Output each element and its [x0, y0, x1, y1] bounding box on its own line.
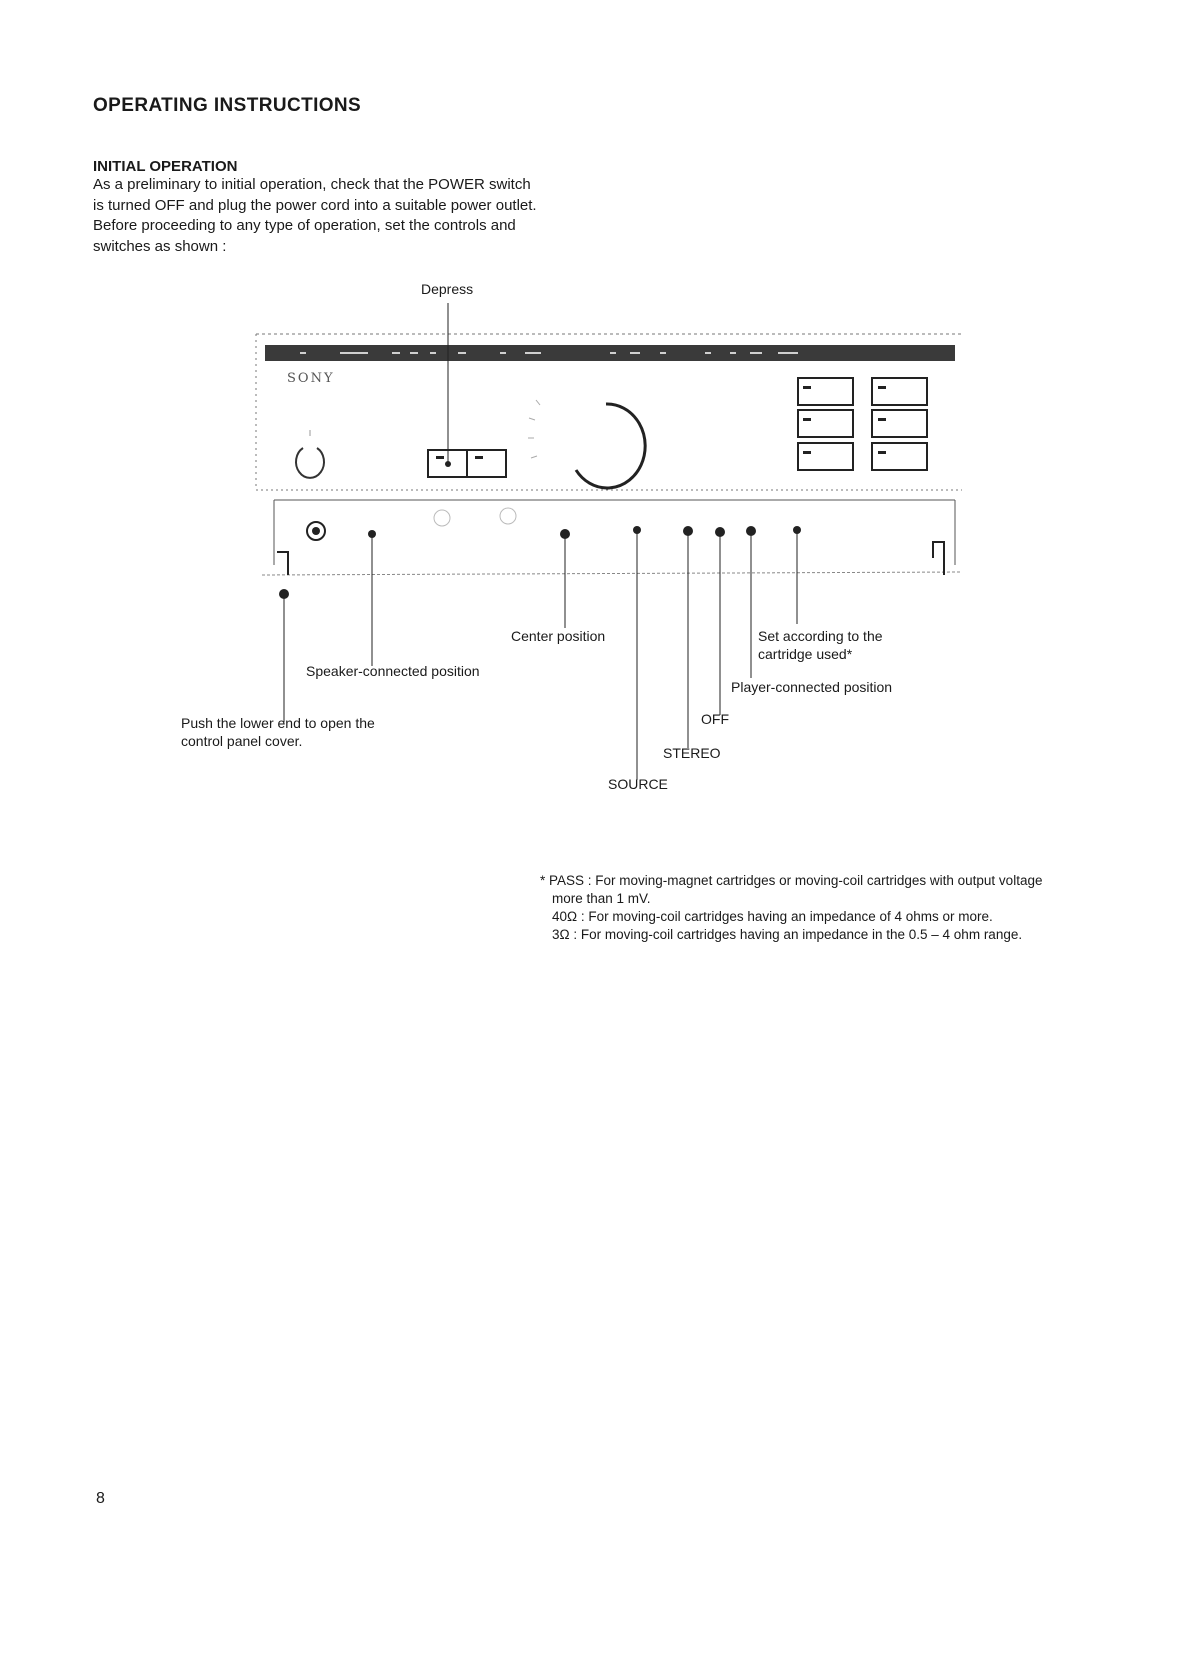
label-set-cartridge: Set according to the cartridge used*: [758, 628, 883, 662]
label-source: SOURCE: [608, 776, 668, 792]
label-push-lower-end: Push the lower end to open the control panel cover.: [181, 715, 375, 749]
sony-logo: SONY: [287, 371, 335, 386]
callout-dots: [279, 526, 801, 599]
attenuator-knob: [576, 404, 645, 488]
selector-buttons: [798, 378, 927, 470]
label-player-connected: Player-connected position: [731, 679, 893, 695]
cartridge-footnote: [540, 872, 1140, 944]
footnote-40ohm: 40Ω : For moving-coil cartridges having an impedance of 4 ohms or more.: [552, 909, 993, 924]
page-number: 8: [96, 1490, 105, 1507]
leader-lines: [284, 303, 797, 780]
intro-line: is turned OFF and plug the power cord into a suitable power outlet.: [93, 196, 537, 214]
footnote-pass-cont: more than 1 mV.: [552, 891, 651, 906]
intro-line: As a preliminary to initial operation, check that the POWER switch: [93, 176, 531, 193]
section-title: INITIAL OPERATION: [93, 158, 238, 175]
label-depress: Depress: [421, 281, 474, 297]
label-center-position: Center position: [511, 628, 606, 644]
intro-line: Before proceeding to any type of operation, set the controls and: [93, 217, 516, 234]
footnote-3ohm: 3Ω : For moving-coil cartridges having an impedance in the 0.5 – 4 ohm range.: [552, 927, 1023, 942]
label-stereo: STEREO: [663, 745, 721, 761]
label-off: OFF: [701, 711, 729, 727]
label-speaker-connected: Speaker-connected position: [306, 663, 480, 679]
depress-buttons: [428, 450, 506, 477]
power-knob: [296, 448, 324, 478]
page-title: OPERATING INSTRUCTIONS: [93, 95, 362, 116]
footnote-pass: * PASS : For moving-magnet cartridges or moving-coil cartridges with output voltage: [540, 873, 1043, 888]
intro-line: switches as shown :: [93, 237, 227, 255]
lower-panel: [262, 500, 962, 575]
